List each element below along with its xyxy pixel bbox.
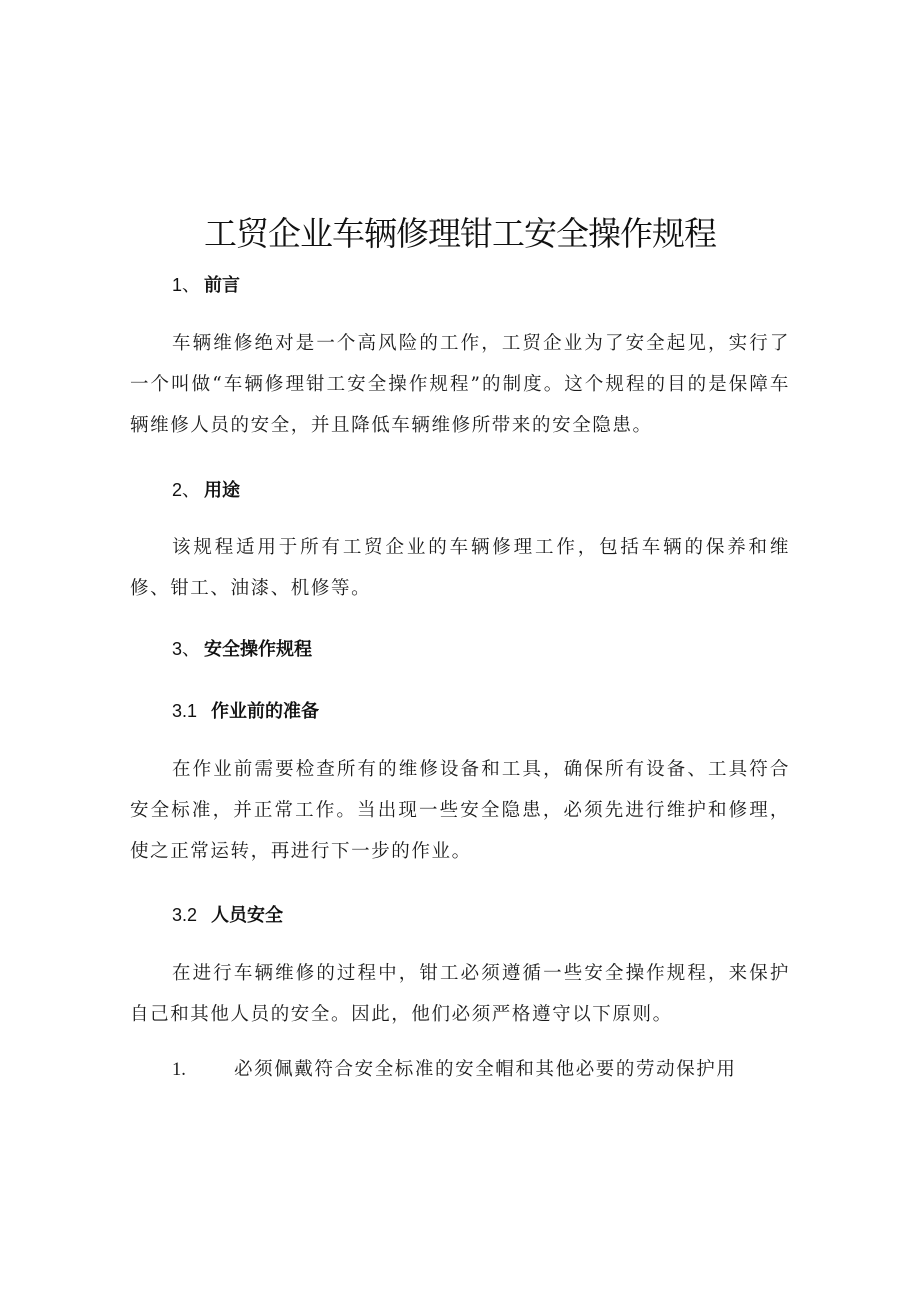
section-title: 用途 xyxy=(204,480,241,501)
subsection-heading-3-1 xyxy=(172,698,319,725)
list-item-text: 必须佩戴符合安全标准的安全帽和其他必要的劳动保护用 xyxy=(234,1059,737,1080)
section-heading-1 xyxy=(172,272,240,299)
section-paragraph-1: 车辆维修绝对是一个高风险的工作，工贸企业为了安全起见，实行了一个叫做“车辆修理钳工安全操作规程”的制度。这个规程的目的是保障车辆维修人员的安全，并且降低车辆维修所带来的安全隐患。 xyxy=(130,333,790,436)
document-title: 工贸企业车辆修理钳工安全操作规程 xyxy=(204,214,716,253)
subsection-title: 作业前的准备 xyxy=(211,701,320,722)
subsection-heading-3-2 xyxy=(172,902,283,929)
section-heading-3 xyxy=(172,636,312,663)
list-marker: 1. xyxy=(172,1060,186,1080)
section-number: 1、 xyxy=(172,275,201,295)
section-title: 安全操作规程 xyxy=(204,639,313,660)
subsection-number: 3.2 xyxy=(172,905,198,925)
section-paragraph-2: 该规程适用于所有工贸企业的车辆修理工作，包括车辆的保养和维修、钳工、油漆、机修等。 xyxy=(130,537,790,599)
subsection-paragraph-3-1: 在作业前需要检查所有的维修设备和工具，确保所有设备、工具符合安全标准，并正常工作。当出现一些安全隐患，必须先进行维护和修理，使之正常运转，再进行下一步的作业。 xyxy=(130,759,790,862)
section-number: 2、 xyxy=(172,480,201,500)
list-item xyxy=(172,1055,792,1085)
subsection-title: 人员安全 xyxy=(211,905,284,926)
section-number: 3、 xyxy=(172,639,201,659)
subsection-number: 3.1 xyxy=(172,701,198,721)
section-heading-2 xyxy=(172,477,240,504)
subsection-paragraph-3-2: 在进行车辆维修的过程中，钳工必须遵循一些安全操作规程，来保护自己和其他人员的安全。因此，他们必须严格遵守以下原则。 xyxy=(130,963,790,1025)
section-title: 前言 xyxy=(204,275,241,296)
